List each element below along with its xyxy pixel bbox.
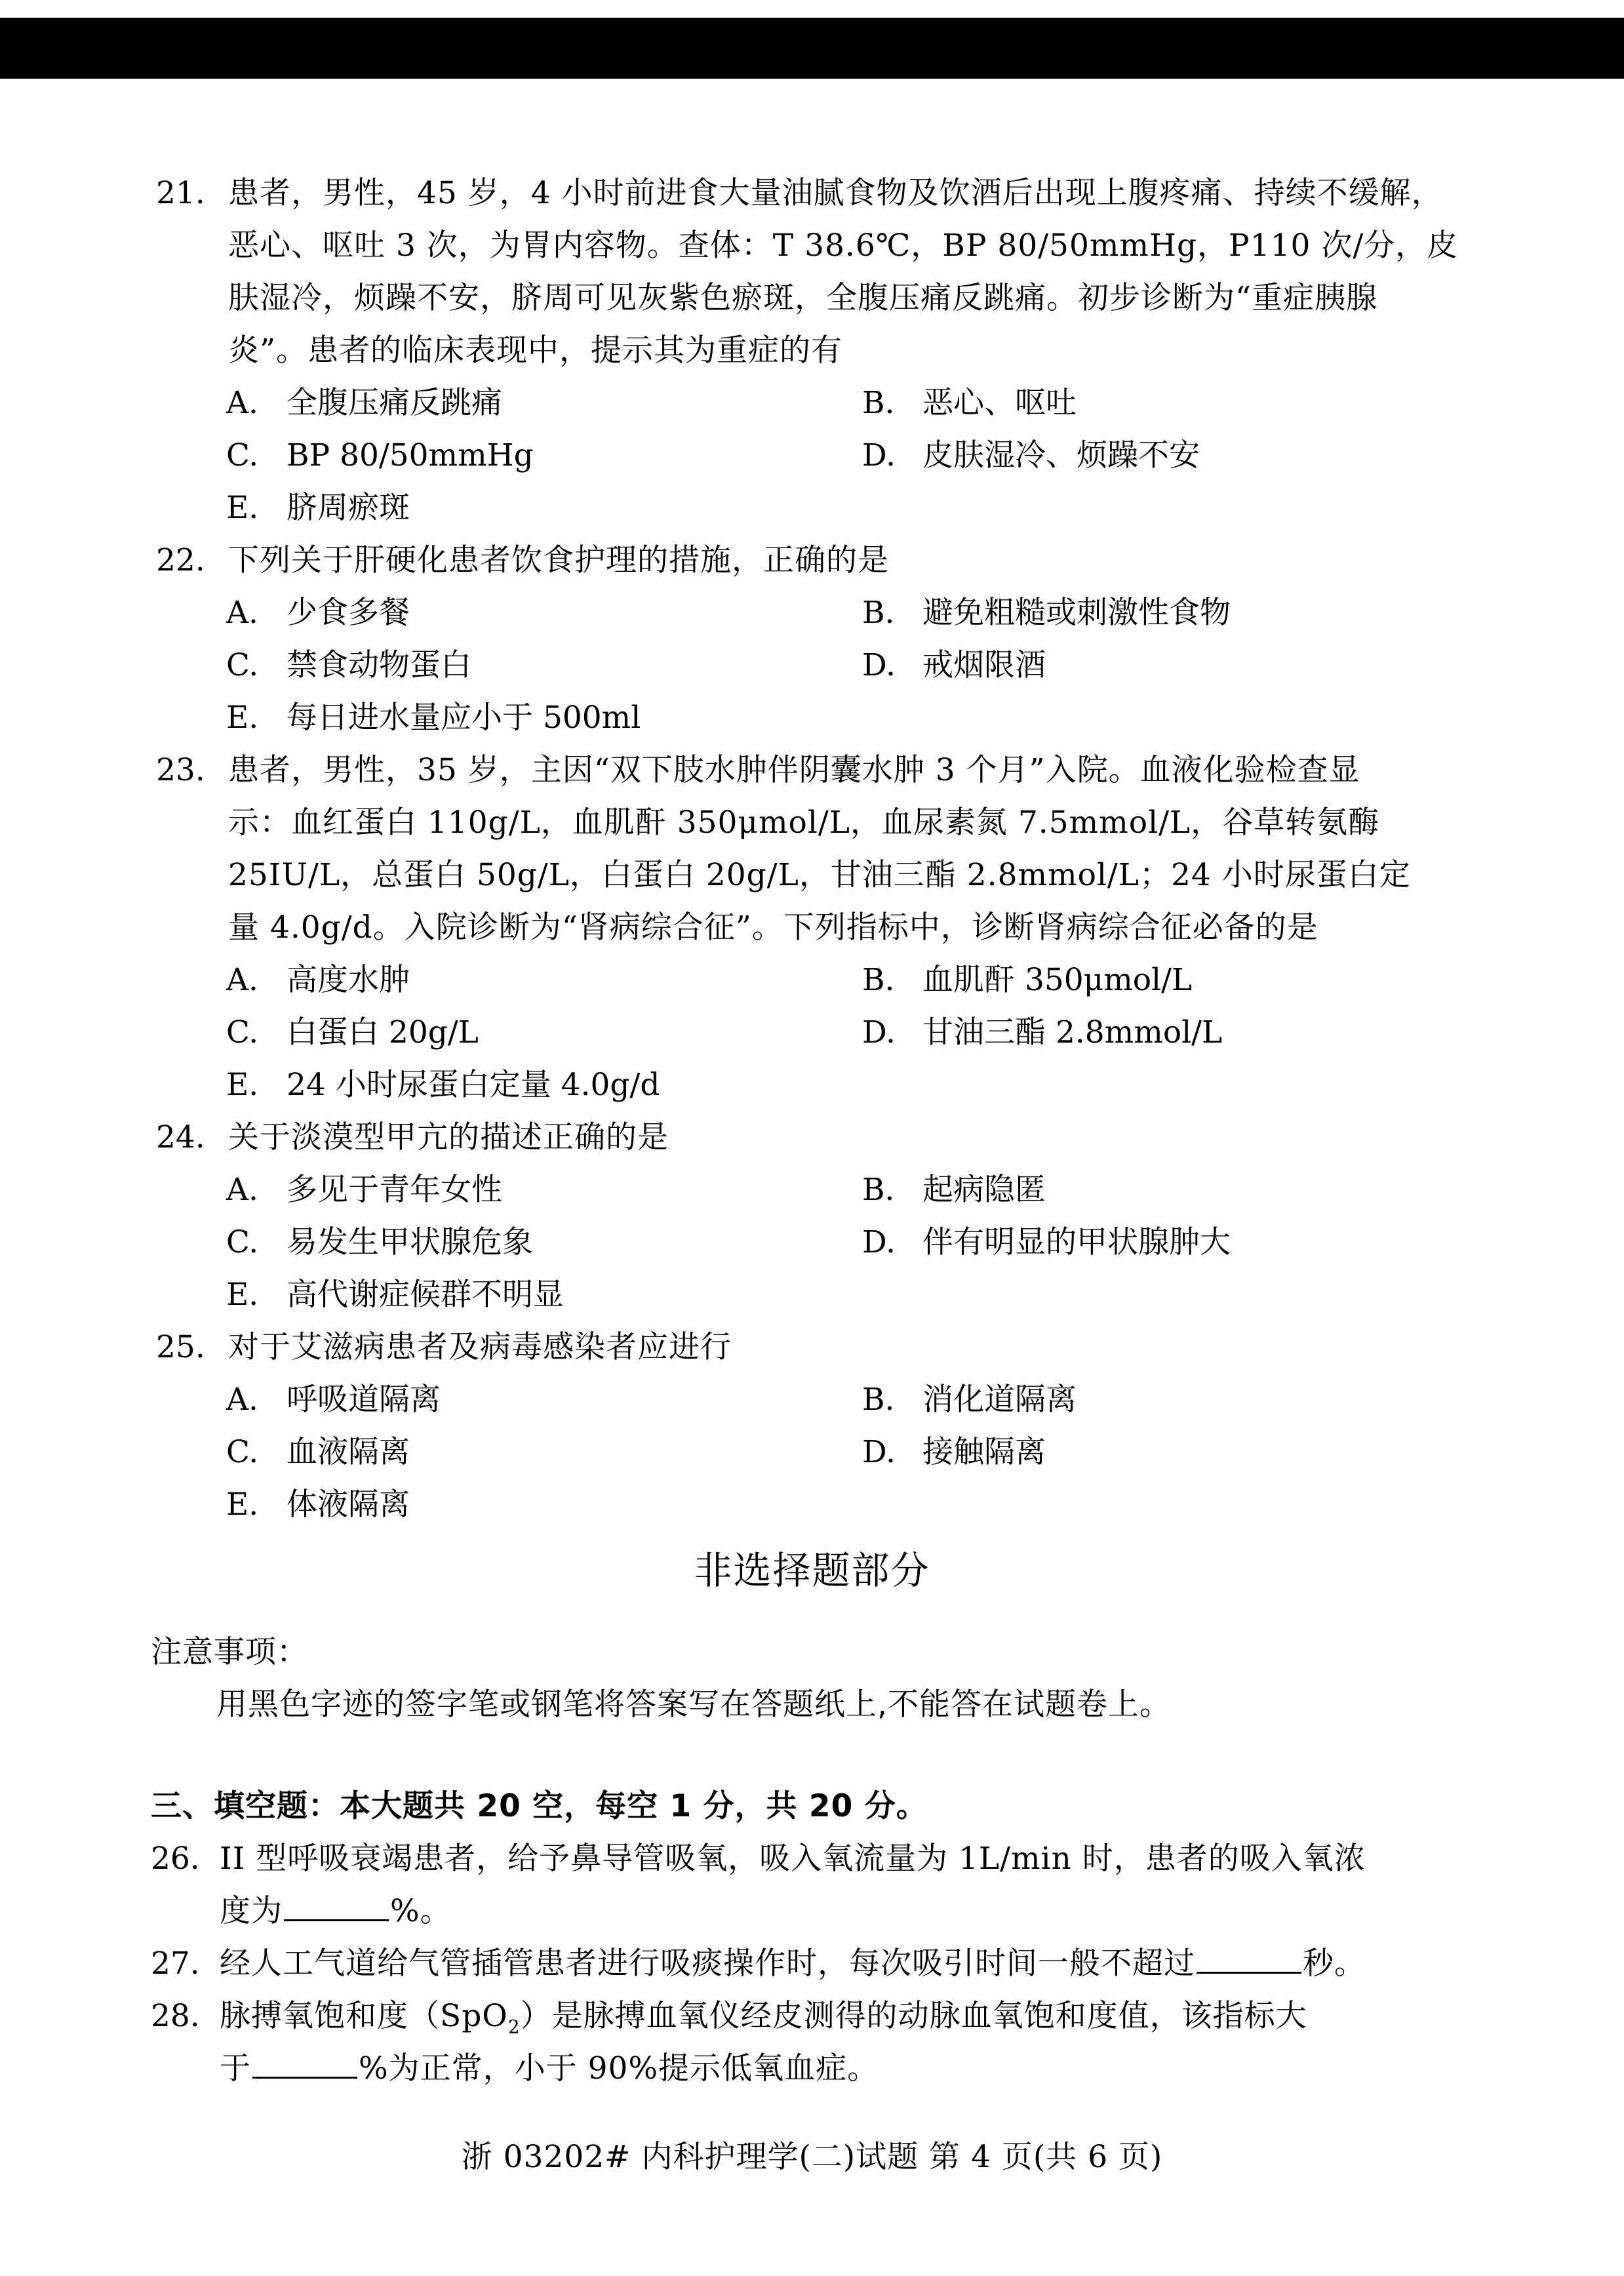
option-a: A. 多见于青年女性 xyxy=(226,1172,502,1208)
option-c: C. BP 80/50mmHg xyxy=(226,437,534,473)
section-3-title: 三、填空题：本大题共 20 空，每空 1 分，共 20 分。 xyxy=(151,1788,928,1824)
scan-top-black-bar xyxy=(0,18,1624,79)
option-e: E. 高代谢症候群不明显 xyxy=(226,1277,564,1313)
question-text-line: 恶心、呕吐 3 次，为胃内容物。查体：T 38.6℃，BP 80/50mmHg，P110 次/分，皮 xyxy=(228,228,1459,264)
question-number: 25. xyxy=(156,1329,205,1365)
question-number: 27. xyxy=(151,1946,200,1982)
option-c: C. 白蛋白 20g/L xyxy=(226,1014,479,1050)
option-b: B. 起病隐匿 xyxy=(862,1172,1046,1208)
question-text-line: 度为 %。 xyxy=(220,1885,452,1938)
option-a: A. 少食多餐 xyxy=(226,595,410,631)
option-c: C. 禁食动物蛋白 xyxy=(226,647,471,683)
question-text-line: 患者，男性，35 岁，主因“双下肢水肿伴阴囊水肿 3 个月”入院。血液化验检查显 xyxy=(228,752,1360,788)
question-text-line: 脉搏氧饱和度（SpO$_2$）是脉搏血氧仪经皮测得的动脉血氧饱和度值，该指标大 xyxy=(220,1998,1307,2038)
question-text-line: 量 4.0g/d。入院诊断为“肾病综合征”。下列指标中，诊断肾病综合征必备的是 xyxy=(228,909,1318,946)
option-c: C. 血液隔离 xyxy=(226,1434,410,1470)
option-a: A. 呼吸道隔离 xyxy=(226,1382,441,1418)
question-number: 28. xyxy=(151,1998,200,2034)
question-text-line: 对于艾滋病患者及病毒感染者应进行 xyxy=(228,1329,732,1365)
option-e: E. 每日进水量应小于 500ml xyxy=(226,700,641,736)
option-a: A. 高度水肿 xyxy=(226,962,410,998)
option-d: D. 甘油三酯 2.8mmol/L xyxy=(862,1014,1223,1050)
notes-label: 注意事项： xyxy=(151,1634,308,1670)
question-number: 26. xyxy=(151,1841,200,1877)
option-d: D. 伴有明显的甲状腺肿大 xyxy=(862,1224,1231,1260)
option-e: E. 24 小时尿蛋白定量 4.0g/d xyxy=(226,1067,660,1103)
question-text-line: 患者，男性，45 岁，4 小时前进食大量油腻食物及饮酒后出现上腹疼痛、持续不缓解， xyxy=(228,175,1443,211)
section-heading-non-choice: 非选择题部分 xyxy=(694,1548,930,1593)
question-number: 22. xyxy=(156,542,205,578)
option-e: E. 体液隔离 xyxy=(226,1487,410,1523)
question-text-line: 于 %为正常，小于 90%提示低氧血症。 xyxy=(220,2043,879,2095)
question-text-line: 炎”。患者的临床表现中，提示其为重症的有 xyxy=(228,332,843,369)
notes-text: 用黑色字迹的签字笔或钢笔将答案写在答题纸上,不能答在试题卷上。 xyxy=(216,1687,1171,1723)
question-text-line: II 型呼吸衰竭患者，给予鼻导管吸氧，吸入氧流量为 1L/min 时，患者的吸入氧浓 xyxy=(220,1841,1366,1877)
option-c: C. 易发生甲状腺危象 xyxy=(226,1224,533,1260)
question-text-line: 经人工气道给气管插管患者进行吸痰操作时，每次吸引时间一般不超过 秒。 xyxy=(220,1938,1366,1990)
answer-blank xyxy=(284,1889,389,1921)
question-text-line: 肤湿冷，烦躁不安，脐周可见灰紫色瘀斑，全腹压痛反跳痛。初步诊断为“重症胰腺 xyxy=(228,280,1378,316)
question-text-line: 关于淡漠型甲亢的描述正确的是 xyxy=(228,1119,669,1155)
option-b: B. 血肌酐 350μmol/L xyxy=(862,962,1193,998)
option-d: D. 戒烟限酒 xyxy=(862,647,1046,683)
option-d: D. 接触隔离 xyxy=(862,1434,1046,1470)
question-text-line: 示：血红蛋白 110g/L，血肌酐 350μmol/L，血尿素氮 7.5mmol/L，谷草转氨酶 xyxy=(228,805,1380,841)
option-b: B. 避免粗糙或刺激性食物 xyxy=(862,595,1231,631)
question-number: 24. xyxy=(156,1119,205,1155)
option-a: A. 全腹压痛反跳痛 xyxy=(226,385,502,421)
question-number: 23. xyxy=(156,752,205,788)
answer-blank xyxy=(1197,1942,1301,1974)
question-text-line: 25IU/L，总蛋白 50g/L，白蛋白 20g/L，甘油三酯 2.8mmol/L；24 小时尿蛋白定 xyxy=(228,857,1411,893)
question-text-line: 下列关于肝硬化患者饮食护理的措施，正确的是 xyxy=(228,542,889,578)
option-d: D. 皮肤湿冷、烦躁不安 xyxy=(862,437,1200,473)
option-b: B. 消化道隔离 xyxy=(862,1382,1077,1418)
answer-blank xyxy=(252,2046,357,2079)
page-footer: 浙 03202# 内科护理学(二)试题 第 4 页(共 6 页) xyxy=(461,2139,1163,2175)
option-e: E. 脐周瘀斑 xyxy=(226,490,410,526)
option-b: B. 恶心、呕吐 xyxy=(862,385,1077,421)
question-number: 21. xyxy=(156,175,205,211)
